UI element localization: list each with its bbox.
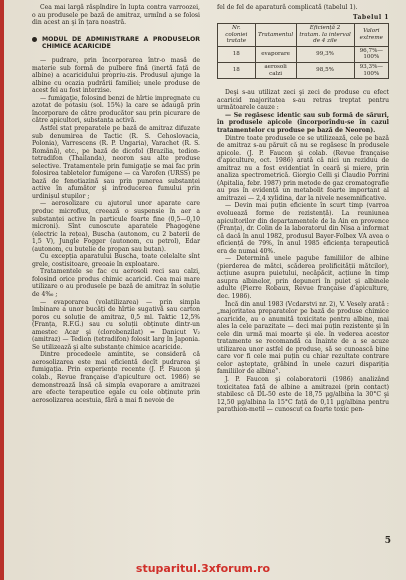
paragraph: — aerosolizare cu ajutorul unor aparate care produc microflux, creează o suspensie în aer a substanței active în particule foarte fine (0,5—0,10 microni). Sînt cunoscute aparatele Phagogène (electric la rețea), Buscha (autonom, cu 2 baterii de 1,5 V), Jungle Fogger (autonom, cu petrol), Edar (autonom, cu butelie de propan sau butan). [32, 200, 200, 253]
table-cell: 93,3%—100% [354, 63, 388, 79]
table-header-cell: Eficiență 2 tratam. la interval de 4 zile [296, 24, 354, 47]
table-cell: aerosoli calzi [255, 63, 296, 79]
binding-strip [0, 0, 4, 580]
paragraph: Dintre procedeele amintite, se consideră că aerosolizarea este mai eficientă decît pudrarea şi fumigația. Prin experiențe recente (J. P. Faucon şi colab., Revue française d'apiculture oct. 1986) se demonstrează însă că simpla evaporare a amitrazei are efecte terapeutice egale cu cele obținute prin aerosolizarea acestuia, fără a mai fi nevoie de [32, 351, 200, 404]
table-cell: 96,7%—100% [354, 46, 388, 62]
results-table [217, 23, 389, 79]
page-number: 5 [384, 536, 391, 546]
table-header-cell: Nr. coloniei tratate [218, 24, 256, 47]
table-cell: 18 [218, 63, 256, 79]
paragraph: Încă din anul 1983 (Vcdarstvi nr. 2), V. Vesely arată : „majoritatea preparatelor pe bază de produse chimice acaricide, au o anumită toxicitate pentru albine, mai ales la cele parazitate — deci mai puțin rezistente şi în cele din urmă mai moarte şi ele. în vederea acestor tratamente se recomandă ca înainte de a se acuze utilizarea unor astfel de produse, să se cunoască bine care vor fi cele mai puțin cu chiar rezultate contrare celor așteptate, grăbind în unele cazuri dispariția familiilor de albine”. [217, 300, 389, 376]
paragraph: Astfel stat preparatele pe bază de amitraz difuzate sub denumirea de Tactic (R. S. Cehoslovacia, Polonia), Varrescens (R. P. Ungaria), Varachet (R. S. Română), etc., pe bază de dicofol (Brazilia, tedion-tetradifon (Thailanda), neoron sau alte produse selective. Tratamentele prin fumigaţie se mai fac prin folosirea tabletelor fumigene — ca Varofen (URSS) pe bază de fenotiazină sau prin punerea substanței active în afumător şi introducerea fumului prin urdinișul stupilor ; [32, 124, 200, 200]
paragraph: — pudrare, prin încorporarea într-o masă de materie sub formă de pulbere fină (inertă față de albine) a acaricidului propriu-zis. Produsul ajunge la albine cu ocazia pudrării familiei; unele produse de acest fel au fost interzise. [32, 57, 200, 95]
paragraph: Cea mai largă răspîndire în lupta contra varroozei, o au produsele pe bază de amitraz, urmînd a se folosi din acest an şi în țara noastră. [32, 4, 200, 27]
table-cell: 18 [218, 46, 256, 62]
table-header-cell: Tratamentul [255, 24, 296, 47]
watermark: stuparitul.3xforum.ro [135, 562, 271, 575]
paragraph: — evaporarea (volatilizarea) — prin simpla îmbinare a unor bucăți de hîrtie sugativă sau carton poros cu soluție de amitraz, 0,5 ml. Taktic 12,5% (Franța, R.F.G.) sau cu soluții obținute dintr-un amestec Acar şi (clorobenzilat) = Danicut V₂ (amitraz) — Tedion (tetradifon) folosit larg în Japonia. Se utilizează şi alte substanțe chimice acaricide. [32, 298, 200, 351]
table-title: Tabelul 1 [353, 13, 389, 21]
paragraph: — fumigaţie, folosind benzi de hîrtie impregnate cu azotat de potasiu (sol. 15%) la care se adaugă prin încorporare de către producător sau prin picurare de către apicultori, substanța activă. [32, 94, 200, 125]
table-cell: evaporare [255, 46, 296, 62]
paragraph: J. P. Faucon şi colaboratorii (1986) analizând toxicitatea față de albine a amitrazei (prin contact) stabilesc că DL-50 este de 18,75 μg/albina la 30°C şi 12,50 μg/albina la 15°C față de 0,11 μg/albina pentru parathion-metil — cunoscut ca foarte toxic pen- [217, 376, 389, 414]
table-cell: 98,5% [296, 63, 354, 79]
table-cell: 99,3% [296, 46, 354, 62]
left-column [32, 4, 200, 404]
paragraph: Dintre toate produsele ce se utilizează, cele pe bază de amitraz s-au păruit că nu se regăsesc în produsele apicole. (J. P. Faucon şi colab. (Revue française d'apiculture, oct. 1986) arată că nici un reziduu de amitraz nu a fost evidențiat în ceară şi miere, prin analiza spectrometrică. Giorgio Celli şi Claudio Porrini (Apitalia, febr. 1987) prin metode de gaz cromatografie au pus în evidență un metabolit foarte important al amitrazei — 2,4 xylidina, dar la nivele nesemnificative. [217, 134, 389, 202]
section-heading [32, 36, 200, 50]
paragraph: fel de fel de aparatură complicată (tabelul 1). [217, 4, 358, 11]
paragraph: Tratamentele se fac cu aerosoli reci sau calzi, folosind orice produs chimic acaricid. Cea mai mare utilizare o au produsele pe bază de amitraz în soluție de 4‰ ; [32, 268, 200, 298]
table-header-cell: Valori extreme [354, 24, 388, 47]
paragraph: Deşi s-au utilizat zeci şi zeci de produse cu efect acaricid majoritatea s-au retras treptat pentru următoarele cauze : [217, 89, 389, 112]
right-column [217, 4, 389, 414]
section-heading-text: MODUL DE ADMINISTRARE A PRODUSELOR CHIMICE ACARICIDE [42, 35, 200, 50]
table-row [218, 63, 389, 79]
table-header-row [218, 24, 389, 47]
paragraph: Cu excepția aparatului Buscha, toate celelalte sînt grele, costisitoare, greoaie în exploatare. [32, 253, 200, 268]
table-row [218, 46, 389, 62]
paragraph: — Devin mai puțin eficiente în scurt timp (varroa evoluează forme de rezistență). La reuniunea apicultorilor din departamentele de la Ain en provence (Franța), dr. Colin de la laboratorul din Nisa a informat că dacă în anul 1982, produsul Bayer-Folbex VA avea o eficiență de 79%, în anul 1985 eficiența terapeutică era de numai 40%. [217, 202, 389, 255]
paragraph: — Determină unele pagube familiilor de albine (pierderea de mătci, scăderea prolificității mătcilor), acțiune asupra puietului, necăpăcit, acțiune în timp asupra albinelor, prin depuneri în puiet şi albinele adulte (Pierre Robaux, Revue française d'apiculture, dec. 1986). [217, 255, 389, 301]
paragraph: — Se regăsesc identic sau sub formă de săruri, în produsele apicole (încorporîndu-se în cazul tratamentelor cu produse pe bază de Neoron). [217, 111, 389, 134]
bullet-icon [32, 37, 37, 42]
